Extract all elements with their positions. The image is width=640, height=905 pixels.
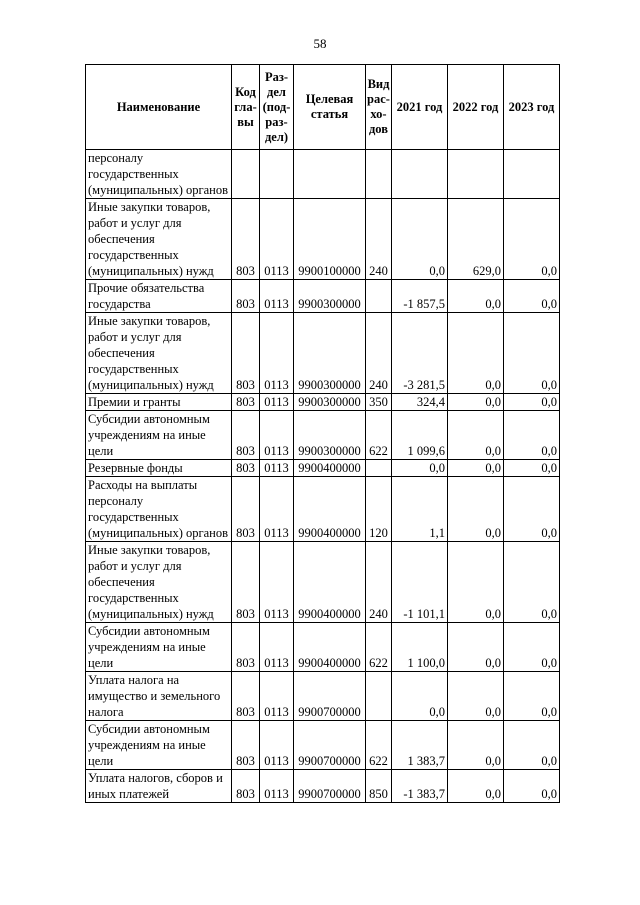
- cell-y2021: -3 281,5: [392, 313, 448, 394]
- cell-y2023: [504, 150, 560, 199]
- cell-y2021: -1 857,5: [392, 280, 448, 313]
- table-row: [86, 199, 560, 280]
- cell-y2023: 0,0: [504, 672, 560, 721]
- cell-code: 803: [232, 672, 260, 721]
- cell-target: 9900400000: [294, 542, 366, 623]
- cell-y2023: 0,0: [504, 411, 560, 460]
- budget-table: [85, 64, 560, 803]
- cell-name: персоналу государственных (муниципальных) органов: [86, 150, 232, 199]
- cell-name: Иные закупки товаров, работ и услуг для обеспечения государственных (муниципальных) нужд: [86, 199, 232, 280]
- cell-code: 803: [232, 280, 260, 313]
- cell-section: 0113: [260, 721, 294, 770]
- cell-y2021: -1 101,1: [392, 542, 448, 623]
- cell-name: Уплата налогов, сборов и иных платежей: [86, 770, 232, 803]
- table-row: [86, 770, 560, 803]
- cell-section: 0113: [260, 460, 294, 477]
- cell-y2021: 0,0: [392, 199, 448, 280]
- table-row: [86, 542, 560, 623]
- header-section: Раз- дел (под- раз- дел): [260, 65, 294, 150]
- table-row: [86, 150, 560, 199]
- cell-code: 803: [232, 477, 260, 542]
- header-y2023: 2023 год: [504, 65, 560, 150]
- table-row: [86, 623, 560, 672]
- table-row: [86, 313, 560, 394]
- cell-kind: 240: [366, 542, 392, 623]
- cell-y2023: 0,0: [504, 199, 560, 280]
- cell-code: 803: [232, 394, 260, 411]
- cell-code: 803: [232, 721, 260, 770]
- cell-y2021: 1 383,7: [392, 721, 448, 770]
- cell-target: 9900300000: [294, 313, 366, 394]
- cell-section: 0113: [260, 394, 294, 411]
- cell-y2021: 1 099,6: [392, 411, 448, 460]
- cell-section: 0113: [260, 280, 294, 313]
- cell-section: 0113: [260, 770, 294, 803]
- cell-section: 0113: [260, 313, 294, 394]
- cell-code: 803: [232, 623, 260, 672]
- cell-y2023: 0,0: [504, 542, 560, 623]
- cell-y2022: 0,0: [448, 394, 504, 411]
- cell-y2021: 0,0: [392, 672, 448, 721]
- cell-code: 803: [232, 770, 260, 803]
- cell-target: 9900100000: [294, 199, 366, 280]
- header-name: Наименование: [86, 65, 232, 150]
- cell-y2022: 0,0: [448, 313, 504, 394]
- cell-target: 9900400000: [294, 477, 366, 542]
- cell-kind: [366, 460, 392, 477]
- cell-y2023: 0,0: [504, 313, 560, 394]
- cell-y2023: 0,0: [504, 280, 560, 313]
- header-target: Целевая статья: [294, 65, 366, 150]
- cell-y2022: 0,0: [448, 280, 504, 313]
- cell-name: Субсидии автономным учреждениям на иные цели: [86, 721, 232, 770]
- cell-kind: 850: [366, 770, 392, 803]
- cell-y2023: 0,0: [504, 721, 560, 770]
- table-row: [86, 411, 560, 460]
- cell-kind: 350: [366, 394, 392, 411]
- cell-kind: 240: [366, 313, 392, 394]
- cell-y2022: [448, 150, 504, 199]
- cell-y2022: 0,0: [448, 770, 504, 803]
- cell-name: Уплата налога на имущество и земельного налога: [86, 672, 232, 721]
- cell-y2021: 324,4: [392, 394, 448, 411]
- cell-y2022: 0,0: [448, 477, 504, 542]
- table-row: [86, 394, 560, 411]
- cell-y2022: 0,0: [448, 623, 504, 672]
- page-number: 58: [313, 36, 327, 51]
- cell-kind: 120: [366, 477, 392, 542]
- cell-code: 803: [232, 199, 260, 280]
- table-header-row: [86, 65, 560, 150]
- cell-section: 0113: [260, 542, 294, 623]
- header-kind: Вид рас- хо- дов: [366, 65, 392, 150]
- cell-y2023: 0,0: [504, 770, 560, 803]
- cell-section: 0113: [260, 623, 294, 672]
- cell-y2021: [392, 150, 448, 199]
- cell-target: 9900700000: [294, 672, 366, 721]
- header-code: Код гла- вы: [232, 65, 260, 150]
- cell-code: 803: [232, 411, 260, 460]
- cell-target: [294, 150, 366, 199]
- cell-kind: [366, 672, 392, 721]
- table-row: [86, 672, 560, 721]
- cell-name: Резервные фонды: [86, 460, 232, 477]
- cell-code: 803: [232, 313, 260, 394]
- cell-y2023: 0,0: [504, 460, 560, 477]
- cell-kind: [366, 280, 392, 313]
- cell-name: Премии и гранты: [86, 394, 232, 411]
- header-y2022: 2022 год: [448, 65, 504, 150]
- cell-target: 9900300000: [294, 280, 366, 313]
- cell-kind: 622: [366, 623, 392, 672]
- cell-name: Иные закупки товаров, работ и услуг для обеспечения государственных (муниципальных) нужд: [86, 542, 232, 623]
- cell-y2022: 0,0: [448, 721, 504, 770]
- cell-code: 803: [232, 460, 260, 477]
- cell-name: Субсидии автономным учреждениям на иные цели: [86, 411, 232, 460]
- cell-target: 9900700000: [294, 721, 366, 770]
- cell-y2023: 0,0: [504, 477, 560, 542]
- cell-name: Прочие обязательства государства: [86, 280, 232, 313]
- cell-kind: 240: [366, 199, 392, 280]
- cell-section: 0113: [260, 411, 294, 460]
- cell-y2021: -1 383,7: [392, 770, 448, 803]
- cell-code: [232, 150, 260, 199]
- cell-section: 0113: [260, 477, 294, 542]
- cell-name: Иные закупки товаров, работ и услуг для обеспечения государственных (муниципальных) нужд: [86, 313, 232, 394]
- cell-section: 0113: [260, 199, 294, 280]
- cell-name: Субсидии автономным учреждениям на иные цели: [86, 623, 232, 672]
- cell-y2021: 0,0: [392, 460, 448, 477]
- table-row: [86, 460, 560, 477]
- cell-y2021: 1,1: [392, 477, 448, 542]
- cell-target: 9900700000: [294, 770, 366, 803]
- cell-y2022: 0,0: [448, 672, 504, 721]
- cell-y2022: 0,0: [448, 411, 504, 460]
- cell-y2021: 1 100,0: [392, 623, 448, 672]
- cell-target: 9900400000: [294, 460, 366, 477]
- table-row: [86, 721, 560, 770]
- cell-section: [260, 150, 294, 199]
- cell-kind: 622: [366, 411, 392, 460]
- cell-name: Расходы на выплаты персоналу государственных (муниципальных) органов: [86, 477, 232, 542]
- table-row: [86, 477, 560, 542]
- cell-y2022: 0,0: [448, 460, 504, 477]
- cell-target: 9900300000: [294, 394, 366, 411]
- cell-section: 0113: [260, 672, 294, 721]
- cell-target: 9900400000: [294, 623, 366, 672]
- cell-y2023: 0,0: [504, 623, 560, 672]
- table-row: [86, 280, 560, 313]
- cell-target: 9900300000: [294, 411, 366, 460]
- cell-kind: [366, 150, 392, 199]
- cell-y2022: 629,0: [448, 199, 504, 280]
- cell-code: 803: [232, 542, 260, 623]
- cell-y2022: 0,0: [448, 542, 504, 623]
- cell-y2023: 0,0: [504, 394, 560, 411]
- cell-kind: 622: [366, 721, 392, 770]
- header-y2021: 2021 год: [392, 65, 448, 150]
